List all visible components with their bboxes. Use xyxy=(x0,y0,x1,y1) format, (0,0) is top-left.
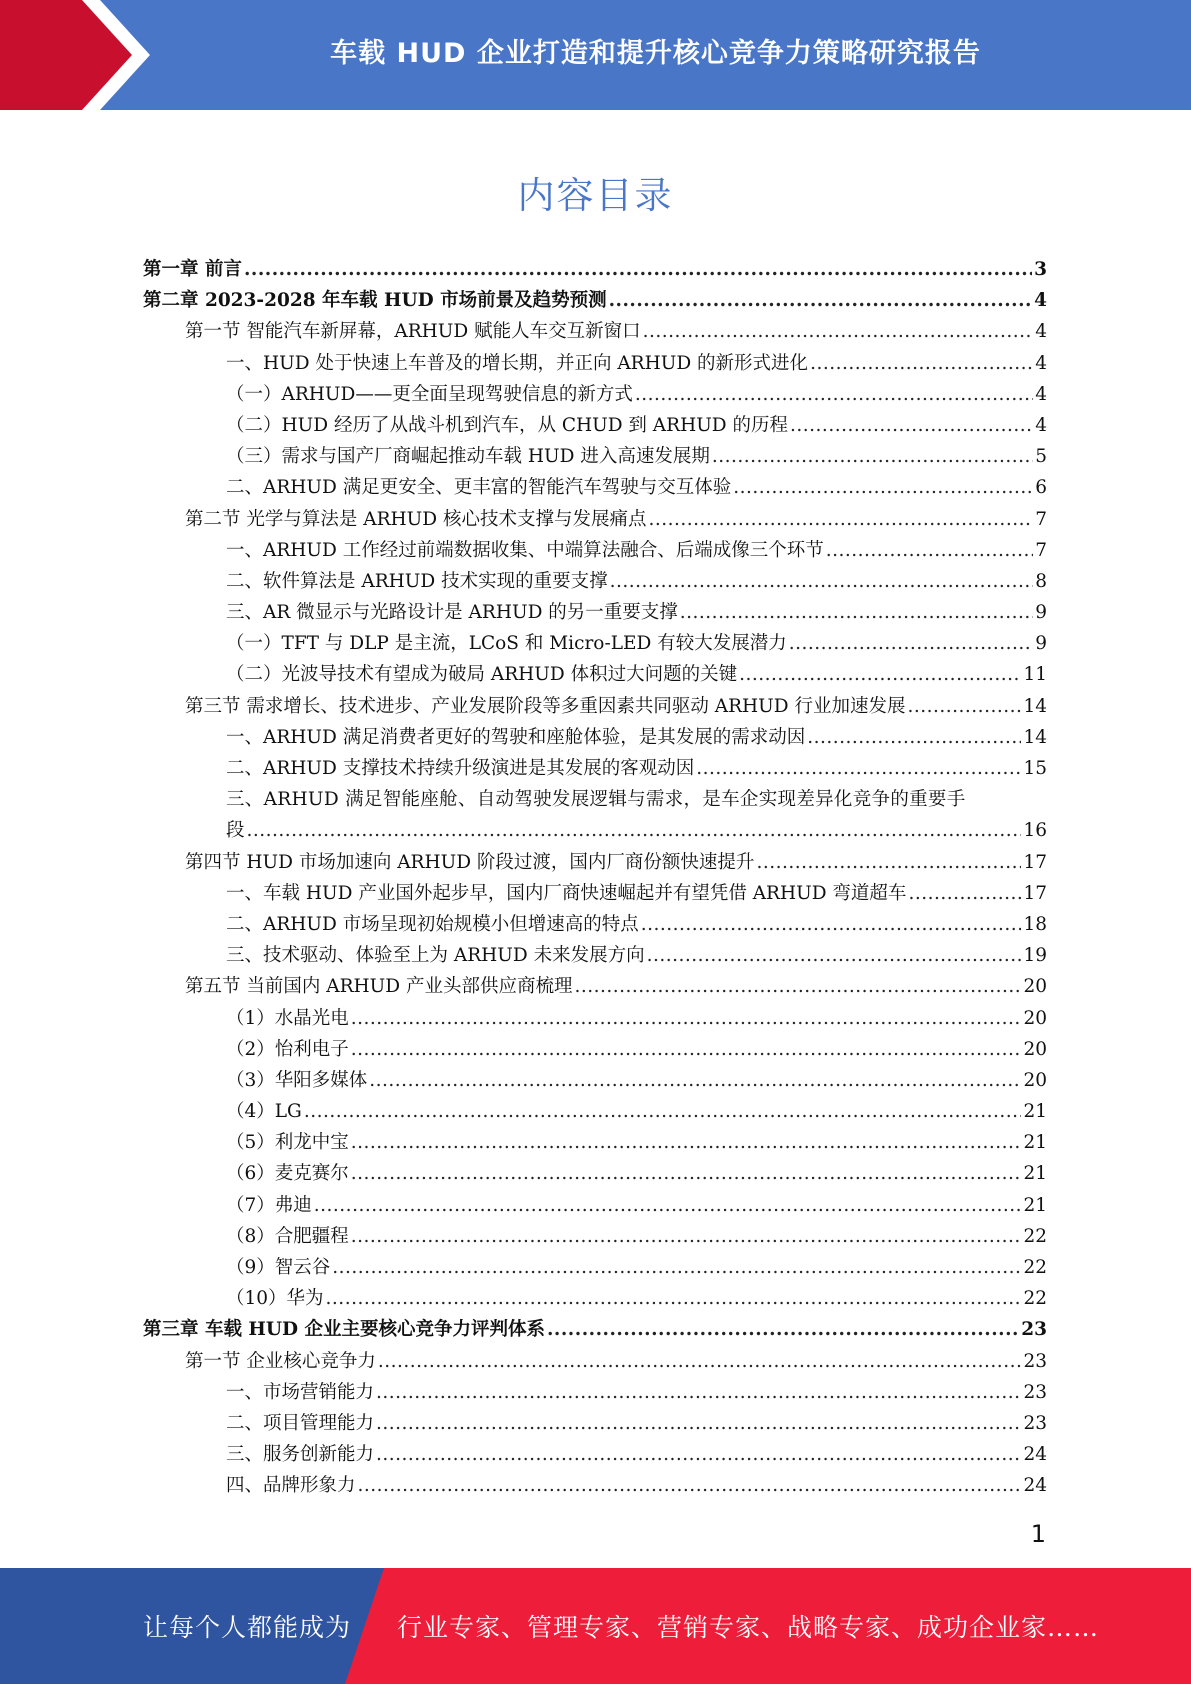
toc-entry-label: 第一节 企业核心竞争力 xyxy=(185,1350,376,1372)
footer-slogan-right: 行业专家、管理专家、营销专家、战略专家、成功企业家…… xyxy=(397,1613,1100,1642)
toc-entry[interactable] xyxy=(143,1408,1047,1439)
toc-entry[interactable] xyxy=(143,691,1047,722)
toc-dot-leader xyxy=(647,940,1022,971)
toc-dot-leader xyxy=(351,1127,1022,1158)
toc-entry-label: （2）怡利电子 xyxy=(226,1038,349,1060)
toc-dot-leader xyxy=(351,1034,1022,1065)
toc-dot-leader xyxy=(609,285,1033,316)
toc-entry-label: （5）利龙中宝 xyxy=(226,1132,349,1154)
toc-entry-label: 第三节 需求增长、技术进步、产业发展阶段等多重因素共同驱动 ARHUD 行业加速发展 xyxy=(185,695,906,717)
toc-dot-leader xyxy=(247,815,1022,846)
toc-entry-label: （6）麦克赛尔 xyxy=(226,1163,349,1185)
toc-entry[interactable] xyxy=(143,316,1047,347)
toc-dot-leader xyxy=(826,535,1033,566)
toc-entry[interactable] xyxy=(143,1470,1047,1501)
toc-entry-page: 20 xyxy=(1023,1007,1047,1029)
footer-slogan-left: 让每个人都能成为 xyxy=(143,1613,352,1642)
toc-entry-page: 21 xyxy=(1023,1194,1047,1216)
toc-entry[interactable] xyxy=(143,472,1047,503)
toc-entry-label: 三、服务创新能力 xyxy=(226,1444,375,1466)
toc-dot-leader xyxy=(807,722,1021,753)
toc-entry[interactable] xyxy=(143,566,1047,597)
toc-entry-page: 17 xyxy=(1023,882,1047,904)
toc-entry-page: 23 xyxy=(1023,1412,1047,1434)
toc-entry-page: 4 xyxy=(1034,290,1047,312)
toc-entry-page: 20 xyxy=(1023,1038,1047,1060)
toc-entry[interactable] xyxy=(143,940,1047,971)
toc-title: 内容目录 xyxy=(517,174,674,217)
toc-dot-leader xyxy=(326,1283,1022,1314)
toc-entry-label: 一、车载 HUD 产业国外起步早，国内厂商快速崛起并有望凭借 ARHUD 弯道超车 xyxy=(226,882,907,904)
toc-dot-leader xyxy=(358,1470,1022,1501)
page-footer xyxy=(0,1568,1191,1684)
page-header xyxy=(0,0,1191,110)
toc-entry[interactable] xyxy=(143,1283,1047,1314)
toc-entry[interactable] xyxy=(143,784,1047,815)
page-number: 1 xyxy=(1030,1520,1046,1548)
toc-entry-label: （一）ARHUD——更全面呈现驾驶信息的新方式 xyxy=(226,383,633,405)
toc-entry[interactable] xyxy=(143,535,1047,566)
toc-dot-leader xyxy=(733,472,1033,503)
toc-entry-page: 22 xyxy=(1023,1288,1047,1310)
toc-entry[interactable] xyxy=(143,379,1047,410)
toc-dot-leader xyxy=(908,878,1021,909)
toc-entry-page: 7 xyxy=(1035,508,1047,530)
toc-dot-leader xyxy=(575,971,1022,1002)
toc-entry-label: 三、技术驱动、体验至上为 ARHUD 未来发展方向 xyxy=(226,945,645,967)
toc-entry-page: 8 xyxy=(1035,570,1047,592)
toc-dot-leader xyxy=(351,1221,1022,1252)
toc-entry-label: 第五节 当前国内 ARHUD 产业头部供应商梳理 xyxy=(185,976,573,998)
toc-entry[interactable] xyxy=(143,1377,1047,1408)
toc-entry-page: 3 xyxy=(1034,259,1047,280)
toc-entry-page: 4 xyxy=(1035,414,1047,436)
toc-entry-label: （4）LG xyxy=(226,1101,302,1123)
toc-dot-leader xyxy=(790,410,1033,441)
toc-entry[interactable] xyxy=(143,1346,1047,1377)
toc-entry-label: 第二节 光学与算法是 ARHUD 核心技术支撑与发展痛点 xyxy=(185,508,647,530)
toc-entry-label: （3）华阳多媒体 xyxy=(226,1069,368,1091)
toc-entry-page: 22 xyxy=(1023,1257,1047,1278)
toc-entry-label: 一、市场营销能力 xyxy=(226,1381,375,1403)
toc-dot-leader xyxy=(376,1377,1021,1408)
toc-entry[interactable] xyxy=(143,847,1047,878)
toc-entry[interactable] xyxy=(143,1190,1047,1221)
toc-entry-page: 23 xyxy=(1021,1319,1047,1341)
toc-dot-leader xyxy=(739,659,1021,690)
toc-entry[interactable] xyxy=(143,1314,1047,1345)
toc-entry[interactable] xyxy=(143,909,1047,940)
toc-entry-page: 4 xyxy=(1035,321,1047,343)
toc-entry-label: 一、ARHUD 工作经过前端数据收集、中端算法融合、后端成像三个环节 xyxy=(226,539,824,561)
toc-dot-leader xyxy=(908,691,1022,722)
toc-dot-leader xyxy=(610,566,1034,597)
toc-entry-page: 17 xyxy=(1023,851,1047,873)
toc-entry-page: 7 xyxy=(1035,539,1047,561)
toc-dot-leader xyxy=(304,1096,1022,1127)
toc-entry-page: 20 xyxy=(1023,976,1047,998)
toc-entry-page: 16 xyxy=(1023,820,1047,842)
toc-entry-label: （一）TFT 与 DLP 是主流，LCoS 和 Micro-LED 有较大发展潜力 xyxy=(226,633,787,655)
toc-dot-leader xyxy=(641,909,1022,940)
toc-dot-leader xyxy=(376,1439,1021,1470)
toc-entry-label: 第四节 HUD 市场加速向 ARHUD 阶段过渡，国内厂商份额快速提升 xyxy=(185,851,755,873)
toc-entry-label: 一、HUD 处于快速上车普及的增长期，并正向 ARHUD 的新形式进化 xyxy=(226,352,809,374)
toc-entry-label: 二、ARHUD 市场呈现初始规模小但增速高的特点 xyxy=(226,913,639,935)
toc-entry-page: 6 xyxy=(1035,477,1047,499)
toc-dot-leader xyxy=(810,348,1033,379)
toc-entry-label: 第一节 智能汽车新屏幕，ARHUD 赋能人车交互新窗口 xyxy=(185,321,641,343)
toc-entry-page: 9 xyxy=(1035,633,1047,655)
toc-entry[interactable] xyxy=(143,971,1047,1002)
toc-entry[interactable] xyxy=(143,597,1047,628)
toc-entry-page: 22 xyxy=(1023,1225,1047,1247)
toc-dot-leader xyxy=(351,1003,1022,1034)
toc-dot-leader xyxy=(547,1314,1019,1345)
toc-entry-page: 19 xyxy=(1023,945,1047,967)
toc-entry-page: 15 xyxy=(1023,758,1047,779)
toc-entry-label: （二）HUD 经历了从战斗机到汽车，从 CHUD 到 ARHUD 的历程 xyxy=(226,414,789,436)
toc-entry-page: 5 xyxy=(1035,446,1047,468)
toc-entry[interactable] xyxy=(143,254,1047,285)
toc-entry[interactable] xyxy=(143,1127,1047,1158)
toc-entry-page: 23 xyxy=(1023,1350,1047,1372)
toc-entry-label: 段 xyxy=(226,820,245,842)
toc-entry[interactable] xyxy=(143,753,1047,784)
toc-entry[interactable] xyxy=(143,1158,1047,1189)
toc-entry[interactable] xyxy=(143,1096,1047,1127)
toc-entry[interactable] xyxy=(143,659,1047,690)
toc-entry-label: 二、项目管理能力 xyxy=(226,1412,375,1434)
toc-entry-label: （三）需求与国产厂商崛起推动车载 HUD 进入高速发展期 xyxy=(226,446,710,468)
toc-entry-page: 4 xyxy=(1035,383,1047,405)
toc-entry-page: 20 xyxy=(1023,1069,1047,1091)
toc-entry-label: 二、ARHUD 支撑技术持续升级演进是其发展的客观动因 xyxy=(226,758,695,779)
toc-entry[interactable] xyxy=(143,1252,1047,1283)
toc-entry[interactable] xyxy=(143,1221,1047,1252)
toc-entry[interactable] xyxy=(143,1003,1047,1034)
toc-entry[interactable] xyxy=(143,285,1047,316)
toc-dot-leader xyxy=(789,628,1034,659)
toc-entry[interactable] xyxy=(143,1034,1047,1065)
toc-entry-label: （二）光波导技术有望成为破局 ARHUD 体积过大问题的关键 xyxy=(226,664,738,686)
table-of-contents xyxy=(143,254,1047,1502)
toc-entry-label: （7）弗迪 xyxy=(226,1194,312,1216)
toc-entry[interactable] xyxy=(143,504,1047,535)
toc-entry-page: 21 xyxy=(1023,1163,1047,1185)
toc-dot-leader xyxy=(680,597,1033,628)
toc-entry-page: 21 xyxy=(1023,1132,1047,1154)
toc-dot-leader xyxy=(332,1252,1021,1283)
toc-entry[interactable] xyxy=(143,628,1047,659)
toc-entry-page: 23 xyxy=(1023,1381,1047,1403)
toc-entry-label: 二、软件算法是 ARHUD 技术实现的重要支撑 xyxy=(226,570,608,592)
toc-dot-leader xyxy=(712,441,1033,472)
toc-entry[interactable] xyxy=(143,1439,1047,1470)
toc-entry-label: 第一章 前言 xyxy=(143,259,242,280)
toc-dot-leader xyxy=(696,753,1021,784)
toc-entry-page: 24 xyxy=(1023,1444,1047,1466)
toc-entry-page: 14 xyxy=(1023,695,1047,717)
toc-entry-label: 第三章 车载 HUD 企业主要核心竞争力评判体系 xyxy=(143,1319,545,1341)
toc-dot-leader xyxy=(635,379,1033,410)
toc-entry-page: 21 xyxy=(1023,1101,1047,1123)
toc-entry-label: （9）智云谷 xyxy=(226,1257,331,1278)
toc-dot-leader xyxy=(649,504,1034,535)
toc-entry-page: 14 xyxy=(1023,726,1047,748)
toc-entry-page: 24 xyxy=(1023,1475,1047,1497)
toc-entry-label: （8）合肥疆程 xyxy=(226,1225,349,1247)
toc-entry[interactable] xyxy=(143,878,1047,909)
toc-entry[interactable] xyxy=(143,1065,1047,1096)
toc-entry-label: 第二章 2023-2028 年车载 HUD 市场前景及趋势预测 xyxy=(143,290,607,312)
toc-entry-label: 三、AR 微显示与光路设计是 ARHUD 的另一重要支撑 xyxy=(226,602,678,624)
toc-dot-leader xyxy=(351,1158,1022,1189)
toc-entry-label: 三、ARHUD 满足智能座舱、自动驾驶发展逻辑与需求，是车企实现差异化竞争的重要手 xyxy=(226,789,966,811)
toc-entry-page: 11 xyxy=(1023,664,1047,686)
toc-dot-leader xyxy=(376,1408,1021,1439)
toc-entry[interactable] xyxy=(143,441,1047,472)
toc-entry-label: （1）水晶光电 xyxy=(226,1007,349,1029)
toc-dot-leader xyxy=(314,1190,1022,1221)
toc-entry[interactable] xyxy=(143,410,1047,441)
toc-entry-label: 四、品牌形象力 xyxy=(226,1475,356,1497)
toc-entry-page: 18 xyxy=(1023,913,1047,935)
toc-dot-leader xyxy=(244,254,1032,285)
toc-entry[interactable] xyxy=(143,348,1047,379)
toc-entry[interactable] xyxy=(143,722,1047,753)
toc-dot-leader xyxy=(378,1346,1022,1377)
toc-dot-leader xyxy=(369,1065,1021,1096)
header-title: 车载 HUD 企业打造和提升核心竞争力策略研究报告 xyxy=(330,37,981,69)
toc-dot-leader xyxy=(756,847,1021,878)
toc-entry-page: 4 xyxy=(1035,352,1047,374)
toc-entry-label: 一、ARHUD 满足消费者更好的驾驶和座舱体验，是其发展的需求动因 xyxy=(226,726,806,748)
toc-dot-leader xyxy=(643,316,1034,347)
toc-entry[interactable] xyxy=(143,815,1047,846)
toc-entry-page: 9 xyxy=(1035,602,1047,624)
toc-entry-label: （10）华为 xyxy=(226,1288,324,1310)
toc-entry-label: 二、ARHUD 满足更安全、更丰富的智能汽车驾驶与交互体验 xyxy=(226,477,732,499)
